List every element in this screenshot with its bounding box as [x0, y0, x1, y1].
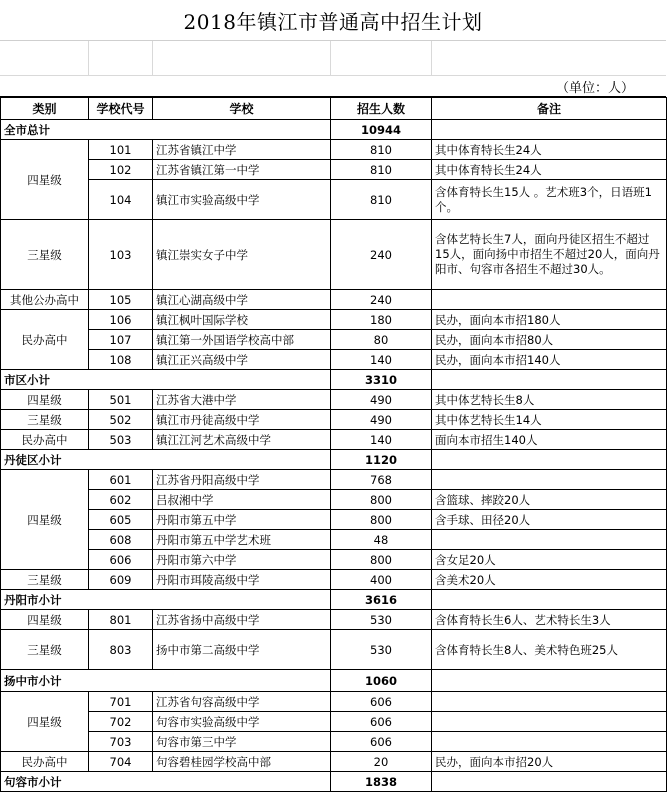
subtotal-row — [1, 120, 667, 140]
code-cell: 502 — [89, 410, 153, 430]
school-cell: 句容市实验高级中学 — [153, 712, 331, 732]
subtotal-label: 市区小计 — [1, 370, 331, 390]
table-row — [1, 570, 667, 590]
school-cell: 句容市第三中学 — [153, 732, 331, 752]
note-cell: 其中体艺特长生14人 — [432, 410, 667, 430]
category-cell: 四星级 — [1, 390, 89, 410]
count-cell: 530 — [331, 610, 432, 630]
code-cell: 108 — [89, 350, 153, 370]
subtotal-row — [1, 370, 667, 390]
subtotal-row — [1, 670, 667, 692]
school-cell: 江苏省丹阳高级中学 — [153, 470, 331, 490]
subtotal-label: 丹徒区小计 — [1, 450, 331, 470]
category-cell: 四星级 — [1, 140, 89, 220]
code-cell: 105 — [89, 290, 153, 310]
table-row — [1, 430, 667, 450]
subtotal-value: 1060 — [331, 670, 432, 692]
school-cell: 江苏省句容高级中学 — [153, 692, 331, 712]
note-cell: 民办，面向本市招140人 — [432, 350, 667, 370]
subtotal-value: 1838 — [331, 772, 432, 792]
header-row — [1, 98, 667, 120]
count-cell: 240 — [331, 220, 432, 290]
school-cell: 镇江第一外国语学校高中部 — [153, 330, 331, 350]
count-cell: 606 — [331, 732, 432, 752]
header-note: 备注 — [432, 98, 667, 120]
code-cell: 801 — [89, 610, 153, 630]
subtotal-row — [1, 772, 667, 792]
table-row — [1, 180, 667, 220]
page-title: 2018年镇江市普通高中招生计划 — [183, 9, 483, 34]
table-row — [1, 752, 667, 772]
title-row — [0, 0, 666, 41]
subtotal-label: 丹阳市小计 — [1, 590, 331, 610]
unit-row — [0, 76, 666, 97]
code-cell: 803 — [89, 630, 153, 670]
code-cell: 106 — [89, 310, 153, 330]
table-row — [1, 490, 667, 510]
category-cell: 三星级 — [1, 630, 89, 670]
note-cell: 含体育特长生6人、艺术特长生3人 — [432, 610, 667, 630]
note-cell: 含体育特长生8人、美术特色班25人 — [432, 630, 667, 670]
school-cell: 江苏省大港中学 — [153, 390, 331, 410]
count-cell: 240 — [331, 290, 432, 310]
code-cell: 608 — [89, 530, 153, 550]
subtotal-label: 扬中市小计 — [1, 670, 331, 692]
table-row — [1, 410, 667, 430]
note-cell: 含女足20人 — [432, 550, 667, 570]
count-cell: 810 — [331, 140, 432, 160]
note-cell: 含篮球、摔跤20人 — [432, 490, 667, 510]
table-row — [1, 160, 667, 180]
count-cell: 810 — [331, 180, 432, 220]
subtotal-label: 句容市小计 — [1, 772, 331, 792]
code-cell: 104 — [89, 180, 153, 220]
school-cell: 镇江市实验高级中学 — [153, 180, 331, 220]
table-row — [1, 530, 667, 550]
note-cell: 其中体育特长生24人 — [432, 140, 667, 160]
school-cell: 镇江江河艺术高级中学 — [153, 430, 331, 450]
count-cell: 490 — [331, 410, 432, 430]
subtotal-value: 3310 — [331, 370, 432, 390]
note-cell: 民办，面向本市招80人 — [432, 330, 667, 350]
category-cell: 三星级 — [1, 220, 89, 290]
note-cell: 面向本市招生140人 — [432, 430, 667, 450]
code-cell: 704 — [89, 752, 153, 772]
code-cell: 606 — [89, 550, 153, 570]
school-cell: 镇江枫叶国际学校 — [153, 310, 331, 330]
code-cell: 702 — [89, 712, 153, 732]
code-cell: 107 — [89, 330, 153, 350]
count-cell: 800 — [331, 490, 432, 510]
count-cell: 800 — [331, 550, 432, 570]
school-cell: 扬中市第二高级中学 — [153, 630, 331, 670]
count-cell: 140 — [331, 430, 432, 450]
table-row — [1, 390, 667, 410]
table-row — [1, 330, 667, 350]
note-cell: 其中体育特长生24人 — [432, 160, 667, 180]
count-cell: 140 — [331, 350, 432, 370]
category-cell: 三星级 — [1, 410, 89, 430]
note-cell — [432, 692, 667, 712]
table-row — [1, 550, 667, 570]
category-cell: 其他公办高中 — [1, 290, 89, 310]
school-cell: 江苏省扬中高级中学 — [153, 610, 331, 630]
category-cell: 四星级 — [1, 692, 89, 752]
school-cell: 丹阳市第五中学艺术班 — [153, 530, 331, 550]
note-cell: 含美术20人 — [432, 570, 667, 590]
count-cell: 490 — [331, 390, 432, 410]
note-cell: 民办，面向本市招180人 — [432, 310, 667, 330]
category-cell: 民办高中 — [1, 310, 89, 370]
count-cell: 48 — [331, 530, 432, 550]
subtotal-row — [1, 450, 667, 470]
count-cell: 800 — [331, 510, 432, 530]
table-row — [1, 350, 667, 370]
subtotal-value: 1120 — [331, 450, 432, 470]
code-cell: 503 — [89, 430, 153, 450]
table-row — [1, 290, 667, 310]
count-cell: 400 — [331, 570, 432, 590]
count-cell: 810 — [331, 160, 432, 180]
count-cell: 606 — [331, 712, 432, 732]
count-cell: 180 — [331, 310, 432, 330]
code-cell: 103 — [89, 220, 153, 290]
subtotal-row — [1, 590, 667, 610]
table-row — [1, 610, 667, 630]
note-cell — [432, 290, 667, 310]
table-row — [1, 220, 667, 290]
subtotal-label: 全市总计 — [1, 120, 331, 140]
code-cell: 101 — [89, 140, 153, 160]
table-row — [1, 712, 667, 732]
table-row — [1, 510, 667, 530]
school-cell: 吕叔湘中学 — [153, 490, 331, 510]
code-cell: 501 — [89, 390, 153, 410]
note-cell — [432, 712, 667, 732]
blank-row — [0, 41, 666, 76]
note-cell: 含体育特长生15人 。艺术班3个，日语班1个。 — [432, 180, 667, 220]
note-cell — [432, 732, 667, 752]
category-cell: 民办高中 — [1, 430, 89, 450]
code-cell: 102 — [89, 160, 153, 180]
school-cell: 丹阳市第六中学 — [153, 550, 331, 570]
category-cell: 三星级 — [1, 570, 89, 590]
code-cell: 701 — [89, 692, 153, 712]
table-row — [1, 692, 667, 712]
code-cell: 602 — [89, 490, 153, 510]
note-cell — [432, 530, 667, 550]
table-row — [1, 732, 667, 752]
code-cell: 703 — [89, 732, 153, 752]
school-cell: 镇江市丹徒高级中学 — [153, 410, 331, 430]
unit-label: （单位：人） — [555, 81, 634, 96]
school-cell: 丹阳市珥陵高级中学 — [153, 570, 331, 590]
subtotal-value: 3616 — [331, 590, 432, 610]
school-cell: 句容碧桂园学校高中部 — [153, 752, 331, 772]
count-cell: 20 — [331, 752, 432, 772]
school-cell: 镇江崇实女子中学 — [153, 220, 331, 290]
count-cell: 530 — [331, 630, 432, 670]
header-count: 招生人数 — [331, 98, 432, 120]
table-row — [1, 630, 667, 670]
code-cell: 605 — [89, 510, 153, 530]
school-cell: 江苏省镇江第一中学 — [153, 160, 331, 180]
school-cell: 镇江正兴高级中学 — [153, 350, 331, 370]
header-school: 学校 — [153, 98, 331, 120]
note-cell: 其中体艺特长生8人 — [432, 390, 667, 410]
note-cell — [432, 470, 667, 490]
school-cell: 镇江心湖高级中学 — [153, 290, 331, 310]
code-cell: 609 — [89, 570, 153, 590]
school-cell: 丹阳市第五中学 — [153, 510, 331, 530]
header-category: 类别 — [1, 98, 89, 120]
code-cell: 601 — [89, 470, 153, 490]
count-cell: 80 — [331, 330, 432, 350]
category-cell: 四星级 — [1, 470, 89, 570]
note-cell: 含体艺特长生7人，面向丹徒区招生不超过15人，面向扬中市招生不超过20人，面向丹阳市、句容市各招生不超过30人。 — [432, 220, 667, 290]
table-row — [1, 470, 667, 490]
header-code: 学校代号 — [89, 98, 153, 120]
count-cell: 606 — [331, 692, 432, 712]
school-cell: 江苏省镇江中学 — [153, 140, 331, 160]
note-cell: 含手球、田径20人 — [432, 510, 667, 530]
enrollment-table — [0, 97, 667, 792]
category-cell: 四星级 — [1, 610, 89, 630]
table-row — [1, 310, 667, 330]
subtotal-value: 10944 — [331, 120, 432, 140]
note-cell: 民办，面向本市招20人 — [432, 752, 667, 772]
category-cell: 民办高中 — [1, 752, 89, 772]
count-cell: 768 — [331, 470, 432, 490]
table-row — [1, 140, 667, 160]
